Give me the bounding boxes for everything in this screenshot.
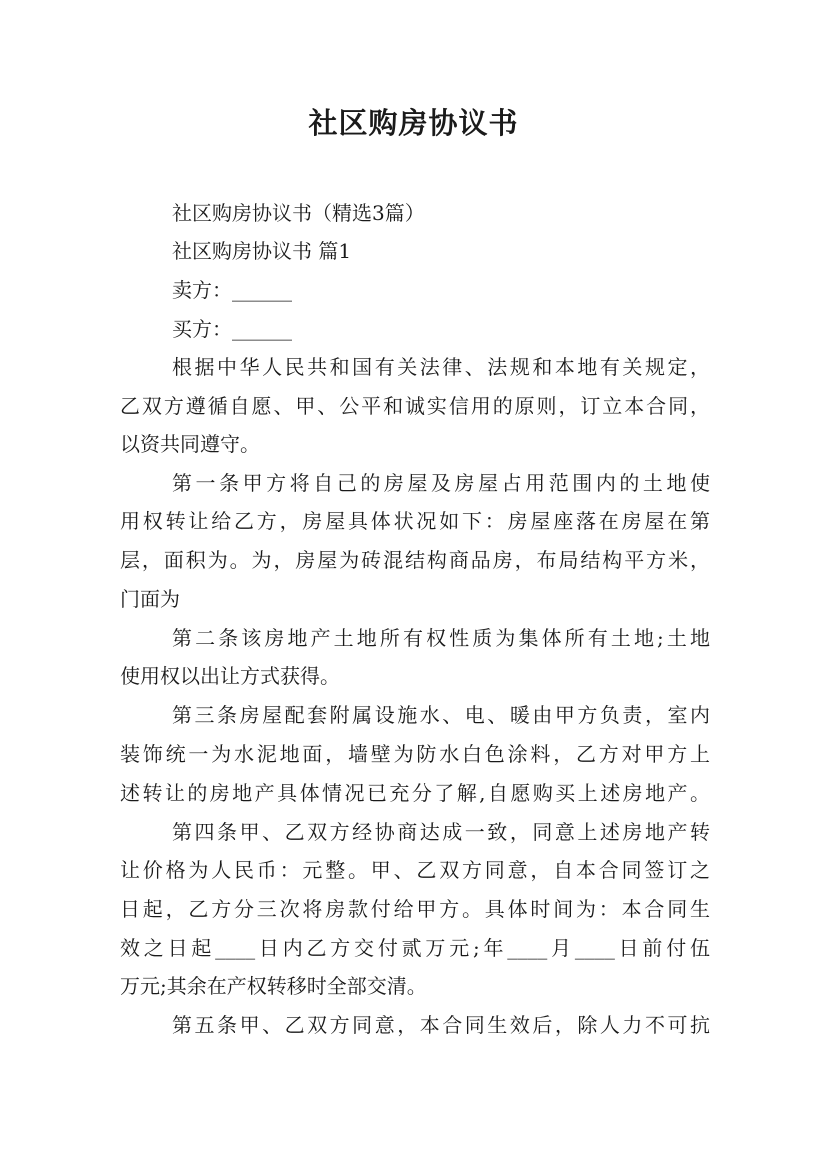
text-line: 效之日起____日内乙方交付贰万元;年____月____日前付伍 — [120, 936, 710, 960]
text-line: 述转让的房地产具体情况已充分了解,自愿购买上述房地产。 — [120, 781, 710, 805]
text-line: 用权转让给乙方，房屋具体状况如下：房屋座落在房屋在第 — [120, 509, 710, 533]
text-line: 使用权以出让方式获得。 — [120, 664, 340, 688]
text-line: 万元;其余在产权转移时全部交清。 — [120, 974, 427, 998]
text-line: 乙双方遵循自愿、甲、公平和诚实信用的原则，订立本合同， — [120, 394, 710, 418]
text-line: 根据中华人民共和国有关法律、法规和本地有关规定， — [172, 355, 710, 379]
text-line: 装饰统一为水泥地面，墙壁为防水白色涂料，乙方对甲方上 — [120, 742, 710, 766]
text-line: 社区购房协议书 篇1 — [172, 239, 352, 263]
text-line: 让价格为人民币：元整。甲、乙双方同意，自本合同签订之 — [120, 858, 710, 882]
text-line: 第四条甲、乙双方经协商达成一致，同意上述房地产转 — [172, 820, 710, 844]
text-line: 第一条甲方将自己的房屋及房屋占用范围内的土地使 — [172, 471, 710, 495]
text-line: 买方：______ — [172, 317, 292, 341]
text-line: 第三条房屋配套附属设施水、电、暖由甲方负责，室内 — [172, 703, 710, 727]
text-line: 日起，乙方分三次将房款付给甲方。具体时间为：本合同生 — [120, 897, 710, 921]
text-line: 卖方：______ — [172, 278, 292, 302]
text-line: 门面为 — [120, 587, 180, 611]
text-line: 以资共同遵守。 — [120, 432, 260, 456]
text-line: 第二条该房地产土地所有权性质为集体所有土地;土地 — [172, 626, 710, 650]
text-line: 层，面积为。为，房屋为砖混结构商品房，布局结构平方米， — [120, 548, 710, 572]
document-title: 社区购房协议书 — [308, 106, 519, 140]
text-line: 第五条甲、乙双方同意，本合同生效后，除人力不可抗 — [172, 1013, 710, 1037]
text-line: 社区购房协议书（精选3篇） — [172, 201, 425, 225]
